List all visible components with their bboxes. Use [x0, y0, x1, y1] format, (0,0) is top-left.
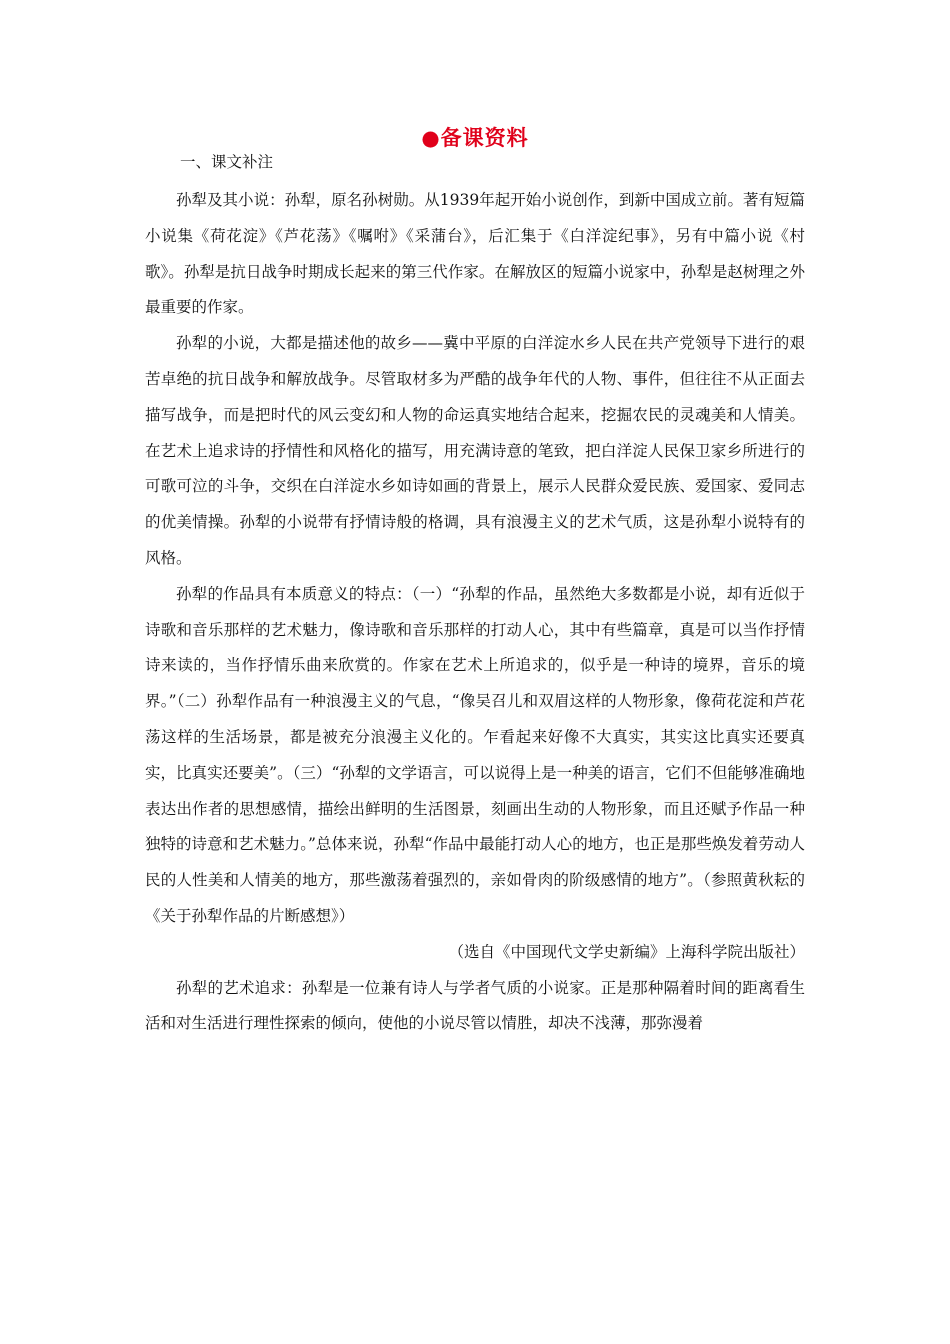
page-title: ●备课资料 — [421, 125, 529, 150]
paragraph: 孙犁的艺术追求：孙犁是一位兼有诗人与学者气质的小说家。正是那种隔着时间的距离看生活和对生活进行理性探索的倾向，使他的小说尽管以情胜，却决不浅薄，那弥漫着 — [145, 978, 805, 1033]
section-heading: 一、课文补注 — [180, 153, 274, 171]
paragraph: 孙犁及其小说：孙犁，原名孙树勋。从1939年起开始小说创作，到新中国成立前。著有短篇小说集《荷花淀》《芦花荡》《嘱咐》《采蒲台》，后汇集于《白洋淀纪事》，另有中篇小说《村歌》。孙犁是抗日战争时期成长起来的第三代作家。在解放区的短篇小说家中，孙犁是赵树理之外最重要的作家。 — [145, 191, 805, 317]
source-citation: （选自《中国现代文学史新编》上海科学院出版社） — [448, 942, 805, 961]
document-body — [145, 183, 805, 1042]
paragraph: 孙犁的小说，大都是描述他的故乡——冀中平原的白洋淀水乡人民在共产党领导下进行的艰苦卓绝的抗日战争和解放战争。尽管取材多为严酷的战争年代的人物、事件，但往往不从正面去描写战争，而是把时代的风云变幻和人物的命运真实地结合起来，挖掘农民的灵魂美和人情美。在艺术上追求诗的抒情性和风格化的描写，用充满诗意的笔致，把白洋淀人民保卫家乡所进行的可歌可泣的斗争，交织在白洋淀水乡如诗如画的背景上，展示人民群众爱民族、爱国家、爱同志的优美情操。孙犁的小说带有抒情诗般的格调，具有浪漫主义的艺术气质，这是孙犁小说特有的风格。 — [145, 334, 805, 567]
paragraph: 孙犁的作品具有本质意义的特点：（一）“孙犁的作品，虽然绝大多数都是小说，却有近似于诗歌和音乐那样的艺术魅力，像诗歌和音乐那样的打动人心，其中有些篇章，真是可以当作抒情诗来读的，当作抒情乐曲来欣赏的。作家在艺术上所追求的，似乎是一种诗的境界，音乐的境界。”（二）孙犁作品有一种浪漫主义的气息，“像吴召儿和双眉这样的人物形象，像荷花淀和芦花荡这样的生活场景，都是被充分浪漫主义化的。乍看起来好像不大真实，其实这比真实还要真实，比真实还要美”。（三）“孙犁的文学语言，可以说得上是一种美的语言，它们不但能够准确地表达出作者的思想感情，描绘出鲜明的生活图景，刻画出生动的人物形象，而且还赋予作品一种独特的诗意和艺术魅力。”总体来说，孙犁“作品中最能打动人心的地方，也正是那些焕发着劳动人民的人性美和人情美的地方，那些激荡着强烈的，亲如骨肉的阶级感情的地方”。（参照黄秋耘的《关于孙犁作品的片断感想》） — [145, 584, 805, 925]
